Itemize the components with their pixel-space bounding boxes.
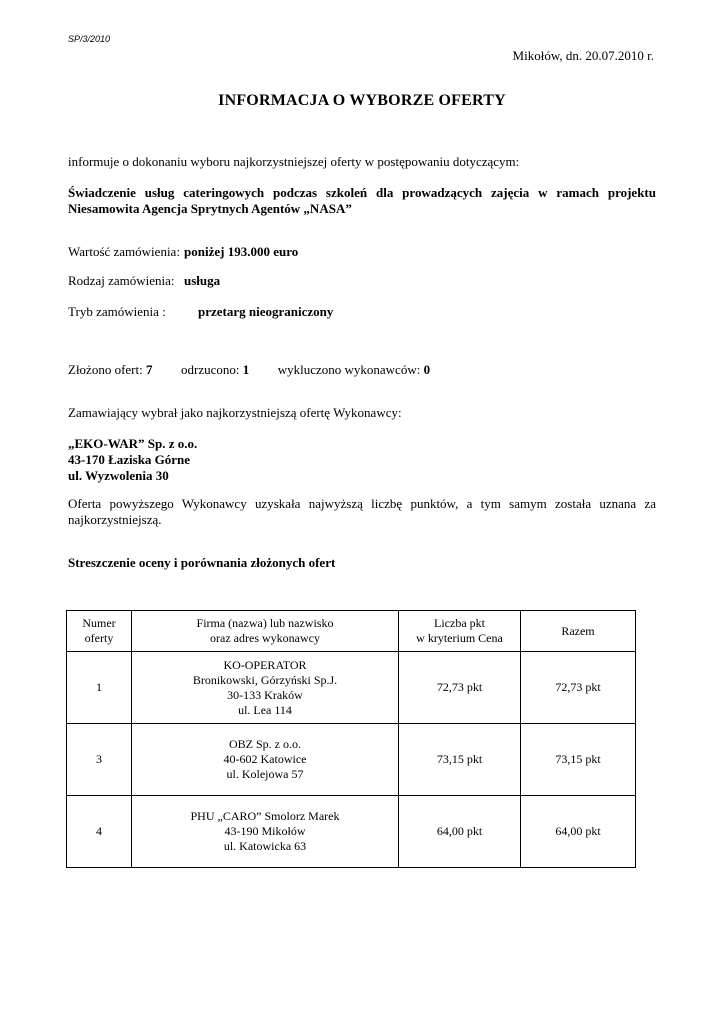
company-line: ul. Kolejowa 57	[226, 767, 304, 781]
order-type-field	[68, 273, 221, 289]
company-line: 40-602 Katowice	[223, 752, 307, 766]
company-cell	[132, 724, 399, 796]
intro-text: informuje o dokonaniu wyboru najkorzystniejszej oferty w postępowaniu dotyczącym:	[68, 154, 520, 169]
header-total	[521, 611, 636, 652]
table-header-row	[67, 611, 636, 652]
order-mode: przetarg nieograniczony	[198, 304, 334, 319]
header-text: Firma (nazwa) lub nazwisko	[196, 616, 334, 630]
header-text: oferty	[84, 631, 114, 645]
company-line: ul. Katowicka 63	[223, 839, 307, 853]
company-cell	[132, 652, 399, 724]
company-line: PHU „CARO” Smolorz Marek	[190, 809, 340, 823]
excluded-label: wykluczono wykonawców:	[277, 362, 421, 377]
table-row	[67, 652, 636, 724]
order-mode-field	[68, 304, 334, 320]
document-reference: SP/3/2010	[68, 34, 111, 44]
rejected-label: odrzucono:	[180, 362, 240, 377]
company-line: KO-OPERATOR	[223, 657, 307, 672]
place-and-date: Mikołów, dn. 20.07.2010 r.	[512, 48, 654, 63]
total-points: 64,00 pkt	[521, 796, 636, 868]
header-price-points	[399, 611, 521, 652]
offer-number: 4	[67, 796, 132, 868]
order-value: poniżej 193.000 euro	[184, 244, 299, 259]
winner-address	[68, 436, 197, 484]
company-cell	[132, 796, 399, 868]
header-text: Numer	[82, 616, 116, 630]
submitted-count: 7	[145, 362, 153, 377]
offer-statistics	[68, 362, 430, 378]
header-company	[132, 611, 399, 652]
header-text: oraz adres wykonawcy	[210, 631, 320, 645]
rejected-count: 1	[242, 362, 250, 377]
header-offer-number	[67, 611, 132, 652]
company-line: Bronikowski, Górzyński Sp.J.	[192, 672, 338, 687]
price-points: 72,73 pkt	[399, 652, 521, 724]
company-line: 43-190 Mikołów	[224, 824, 306, 838]
submitted-label: Złożono ofert:	[68, 362, 143, 377]
document-title: INFORMACJA O WYBORZE OFERTY	[218, 92, 506, 109]
table-row	[67, 724, 636, 796]
procurement-subject: Świadczenie usług cateringowych podczas szkoleń dla prowadzących zajęcia w ramach projektu Niesamowita Agencja Sprytnych Agentów „NASA”	[68, 185, 656, 216]
winner-street: ul. Wyzwolenia 30	[68, 468, 169, 483]
order-value-field	[68, 244, 299, 260]
total-points: 73,15 pkt	[521, 724, 636, 796]
price-points: 64,00 pkt	[399, 796, 521, 868]
company-line: OBZ Sp. z o.o.	[229, 737, 301, 751]
price-points: 73,15 pkt	[399, 724, 521, 796]
order-mode-label: Tryb zamówienia :	[68, 304, 166, 319]
table-row	[67, 796, 636, 868]
order-type-label: Rodzaj zamówienia:	[68, 273, 175, 288]
order-type: usługa	[184, 273, 221, 288]
winner-city: 43-170 Łaziska Górne	[68, 452, 191, 467]
header-text: Razem	[561, 623, 595, 638]
company-line: ul. Lea 114	[238, 702, 292, 717]
chosen-offer-intro: Zamawiający wybrał jako najkorzystniejszą ofertę Wykonawcy:	[68, 405, 402, 420]
header-text: Liczba pkt	[434, 616, 485, 630]
winner-name: „EKO-WAR” Sp. z o.o.	[68, 436, 198, 451]
summary-heading: Streszczenie oceny i porównania złożonych ofert	[68, 555, 336, 570]
offers-table	[66, 610, 636, 868]
justification-text: Oferta powyższego Wykonawcy uzyskała najwyższą liczbę punktów, a tym samym została uznana za najkorzystniejszą.	[68, 496, 656, 527]
offer-number: 1	[67, 652, 132, 724]
total-points: 72,73 pkt	[521, 652, 636, 724]
company-line: 30-133 Kraków	[227, 687, 303, 702]
excluded-count: 0	[423, 362, 431, 377]
header-text: w kryterium Cena	[416, 631, 503, 645]
offer-number: 3	[67, 724, 132, 796]
order-value-label: Wartość zamówienia:	[68, 244, 180, 259]
